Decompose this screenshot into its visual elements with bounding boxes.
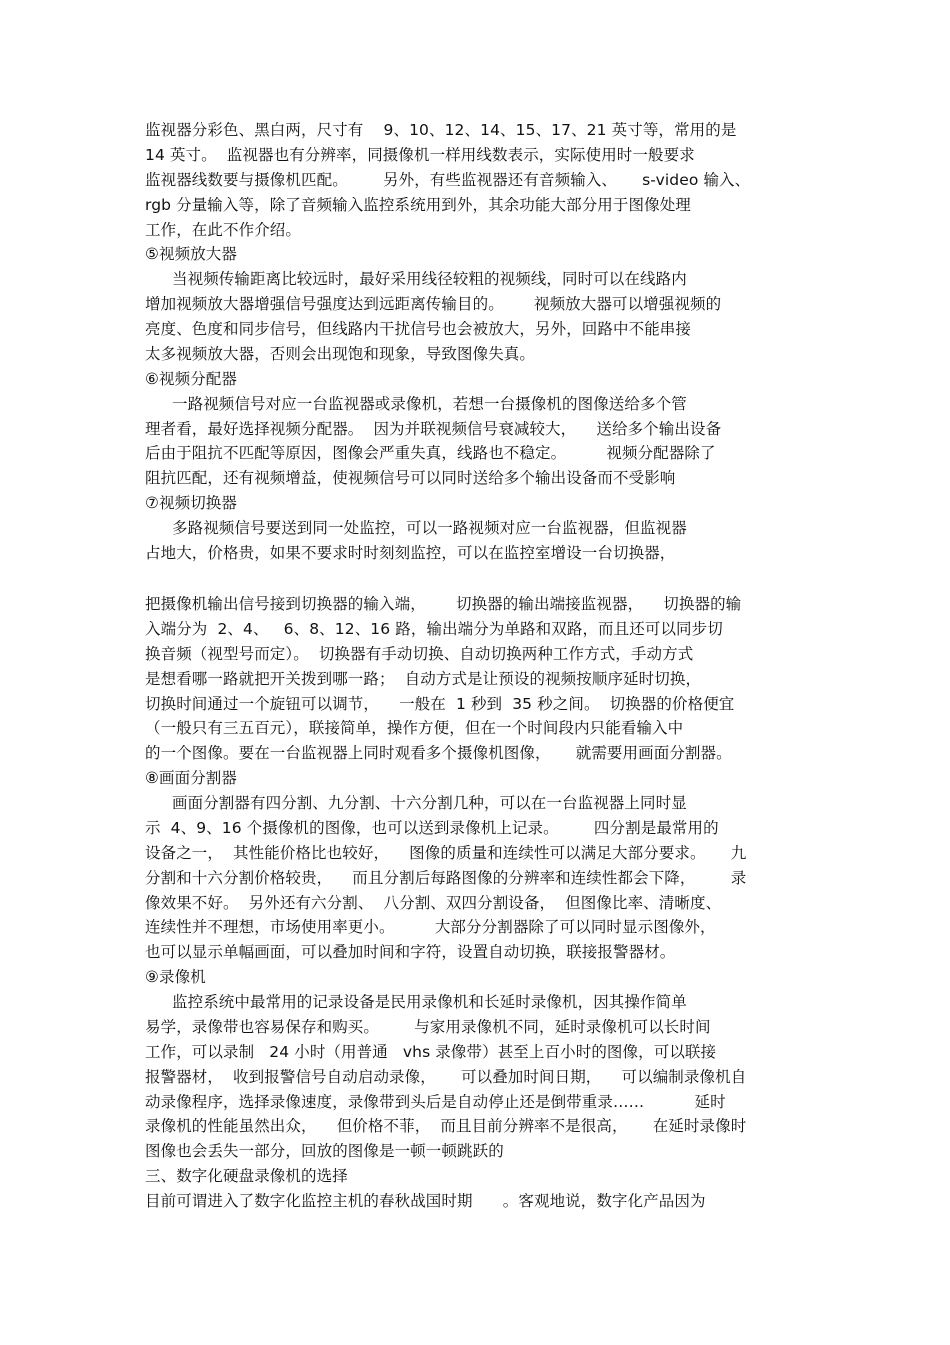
text-line: 理者看，最好选择视频分配器。 因为并联视频信号衰减较大， 送给多个输出设备: [145, 420, 722, 438]
section-heading: 三、数字化硬盘录像机的选择: [145, 1167, 348, 1185]
section-heading: ⑦视频切换器: [145, 494, 237, 512]
text-line: 阻抗匹配，还有视频增益，使视频信号可以同时送给多个输出设备而不受影响: [145, 469, 676, 487]
text-line: 亮度、色度和同步信号，但线路内干扰信号也会被放大，另外，回路中不能串接: [145, 320, 692, 338]
text-line: 工作，在此不作介绍。: [145, 221, 302, 239]
section-heading: ⑨录像机: [145, 968, 206, 986]
text-line: 报警器材， 收到报警信号自动启动录像， 可以叠加时间日期， 可以编制录像机自: [145, 1068, 747, 1086]
text-line: 增加视频放大器增强信号强度达到远距离传输目的。 视频放大器可以增强视频的: [145, 295, 722, 313]
text-line: 入端分为 2、4、 6、8、12、16 路，输出端分为单路和双路，而且还可以同步切: [145, 620, 723, 638]
text-line: rgb 分量输入等，除了音频输入监控系统用到外，其余功能大部分用于图像处理: [145, 196, 691, 214]
text-line: 换音频（视型号而定）。 切换器有手动切换、自动切换两种工作方式，手动方式: [145, 645, 694, 663]
text-line: 一路视频信号对应一台监视器或录像机，若想一台摄像机的图像送给多个管: [172, 395, 687, 413]
text-line: 多路视频信号要送到同一处监控，可以一路视频对应一台监视器，但监视器: [172, 519, 687, 537]
text-line: 太多视频放大器，否则会出现饱和现象，导致图像失真。: [145, 345, 536, 363]
text-line: 动录像程序，选择录像速度，录像带到头后是自动停止还是倒带重录…… 延时: [145, 1093, 726, 1111]
text-line: 录像机的性能虽然出众， 但价格不菲， 而且目前分辨率不是很高， 在延时录像时: [145, 1117, 747, 1135]
text-line: 分割和十六分割价格较贵， 而且分割后每路图像的分辨率和连续性都会下降， 录: [145, 869, 747, 887]
text-line: 把摄像机输出信号接到切换器的输入端， 切换器的输出端接监视器， 切换器的输: [145, 595, 742, 613]
section-heading: ⑤视频放大器: [145, 245, 237, 263]
text-line: 切换时间通过一个旋钮可以调节， 一般在 1 秒到 35 秒之间。 切换器的价格便宜: [145, 695, 735, 713]
text-line: 是想看哪一路就把开关拨到哪一路； 自动方式是让预设的视频按顺序延时切换，: [145, 670, 702, 688]
text-line: 14 英寸。 监视器也有分辨率，同摄像机一样用线数表示，实际使用时一般要求: [145, 146, 695, 164]
section-heading: ⑧画面分割器: [145, 769, 237, 787]
text-line: 监控系统中最常用的记录设备是民用录像机和长延时录像机，因其操作简单: [172, 993, 687, 1011]
text-line: 工作，可以录制 24 小时（用普通 vhs 录像带）甚至上百小时的图像，可以联接: [145, 1043, 717, 1061]
text-line: 监视器分彩色、黑白两，尺寸有 9、10、12、14、15、17、21 英寸等，常用的是: [145, 121, 737, 139]
text-line: 画面分割器有四分割、九分割、十六分割几种，可以在一台监视器上同时显: [172, 794, 687, 812]
text-line: 目前可谓进入了数字化监控主机的春秋战国时期 。客观地说，数字化产品因为: [145, 1192, 706, 1210]
text-line: 像效果不好。 另外还有六分割、 八分割、双四分割设备， 但图像比率、清晰度、: [145, 894, 722, 912]
text-line: 也可以显示单幅画面，可以叠加时间和字符，设置自动切换，联接报警器材。: [145, 943, 676, 961]
text-line: 后由于阻抗不匹配等原因，图像会严重失真，线路也不稳定。 视频分配器除了: [145, 444, 716, 462]
text-line: 示 4、9、16 个摄像机的图像，也可以送到录像机上记录。 四分割是最常用的: [145, 819, 719, 837]
text-line: 易学，录像带也容易保存和购买。 与家用录像机不同，延时录像机可以长时间: [145, 1018, 711, 1036]
text-line: 监视器线数要与摄像机匹配。 另外，有些监视器还有音频输入、 s-video 输入、: [145, 171, 751, 189]
text-line: 设备之一， 其性能价格比也较好， 图像的质量和连续性可以满足大部分要求。 九: [145, 844, 747, 862]
text-line: 当视频传输距离比较远时，最好采用线径较粗的视频线，同时可以在线路内: [172, 270, 687, 288]
text-line: （一般只有三五百元），联接简单，操作方便，但在一个时间段内只能看输入中: [145, 719, 684, 737]
text-line: 图像也会丢失一部分，回放的图像是一顿一顿跳跃的: [145, 1142, 504, 1160]
text-line: 的一个图像。要在一台监视器上同时观看多个摄像机图像， 就需要用画面分割器。: [145, 744, 732, 762]
section-heading: ⑥视频分配器: [145, 370, 237, 388]
text-line: 占地大，价格贵，如果不要求时时刻刻监控，可以在监控室增设一台切换器，: [145, 544, 676, 562]
text-line: 连续性并不理想，市场使用率更小。 大部分分割器除了可以同时显示图像外，: [145, 918, 716, 936]
